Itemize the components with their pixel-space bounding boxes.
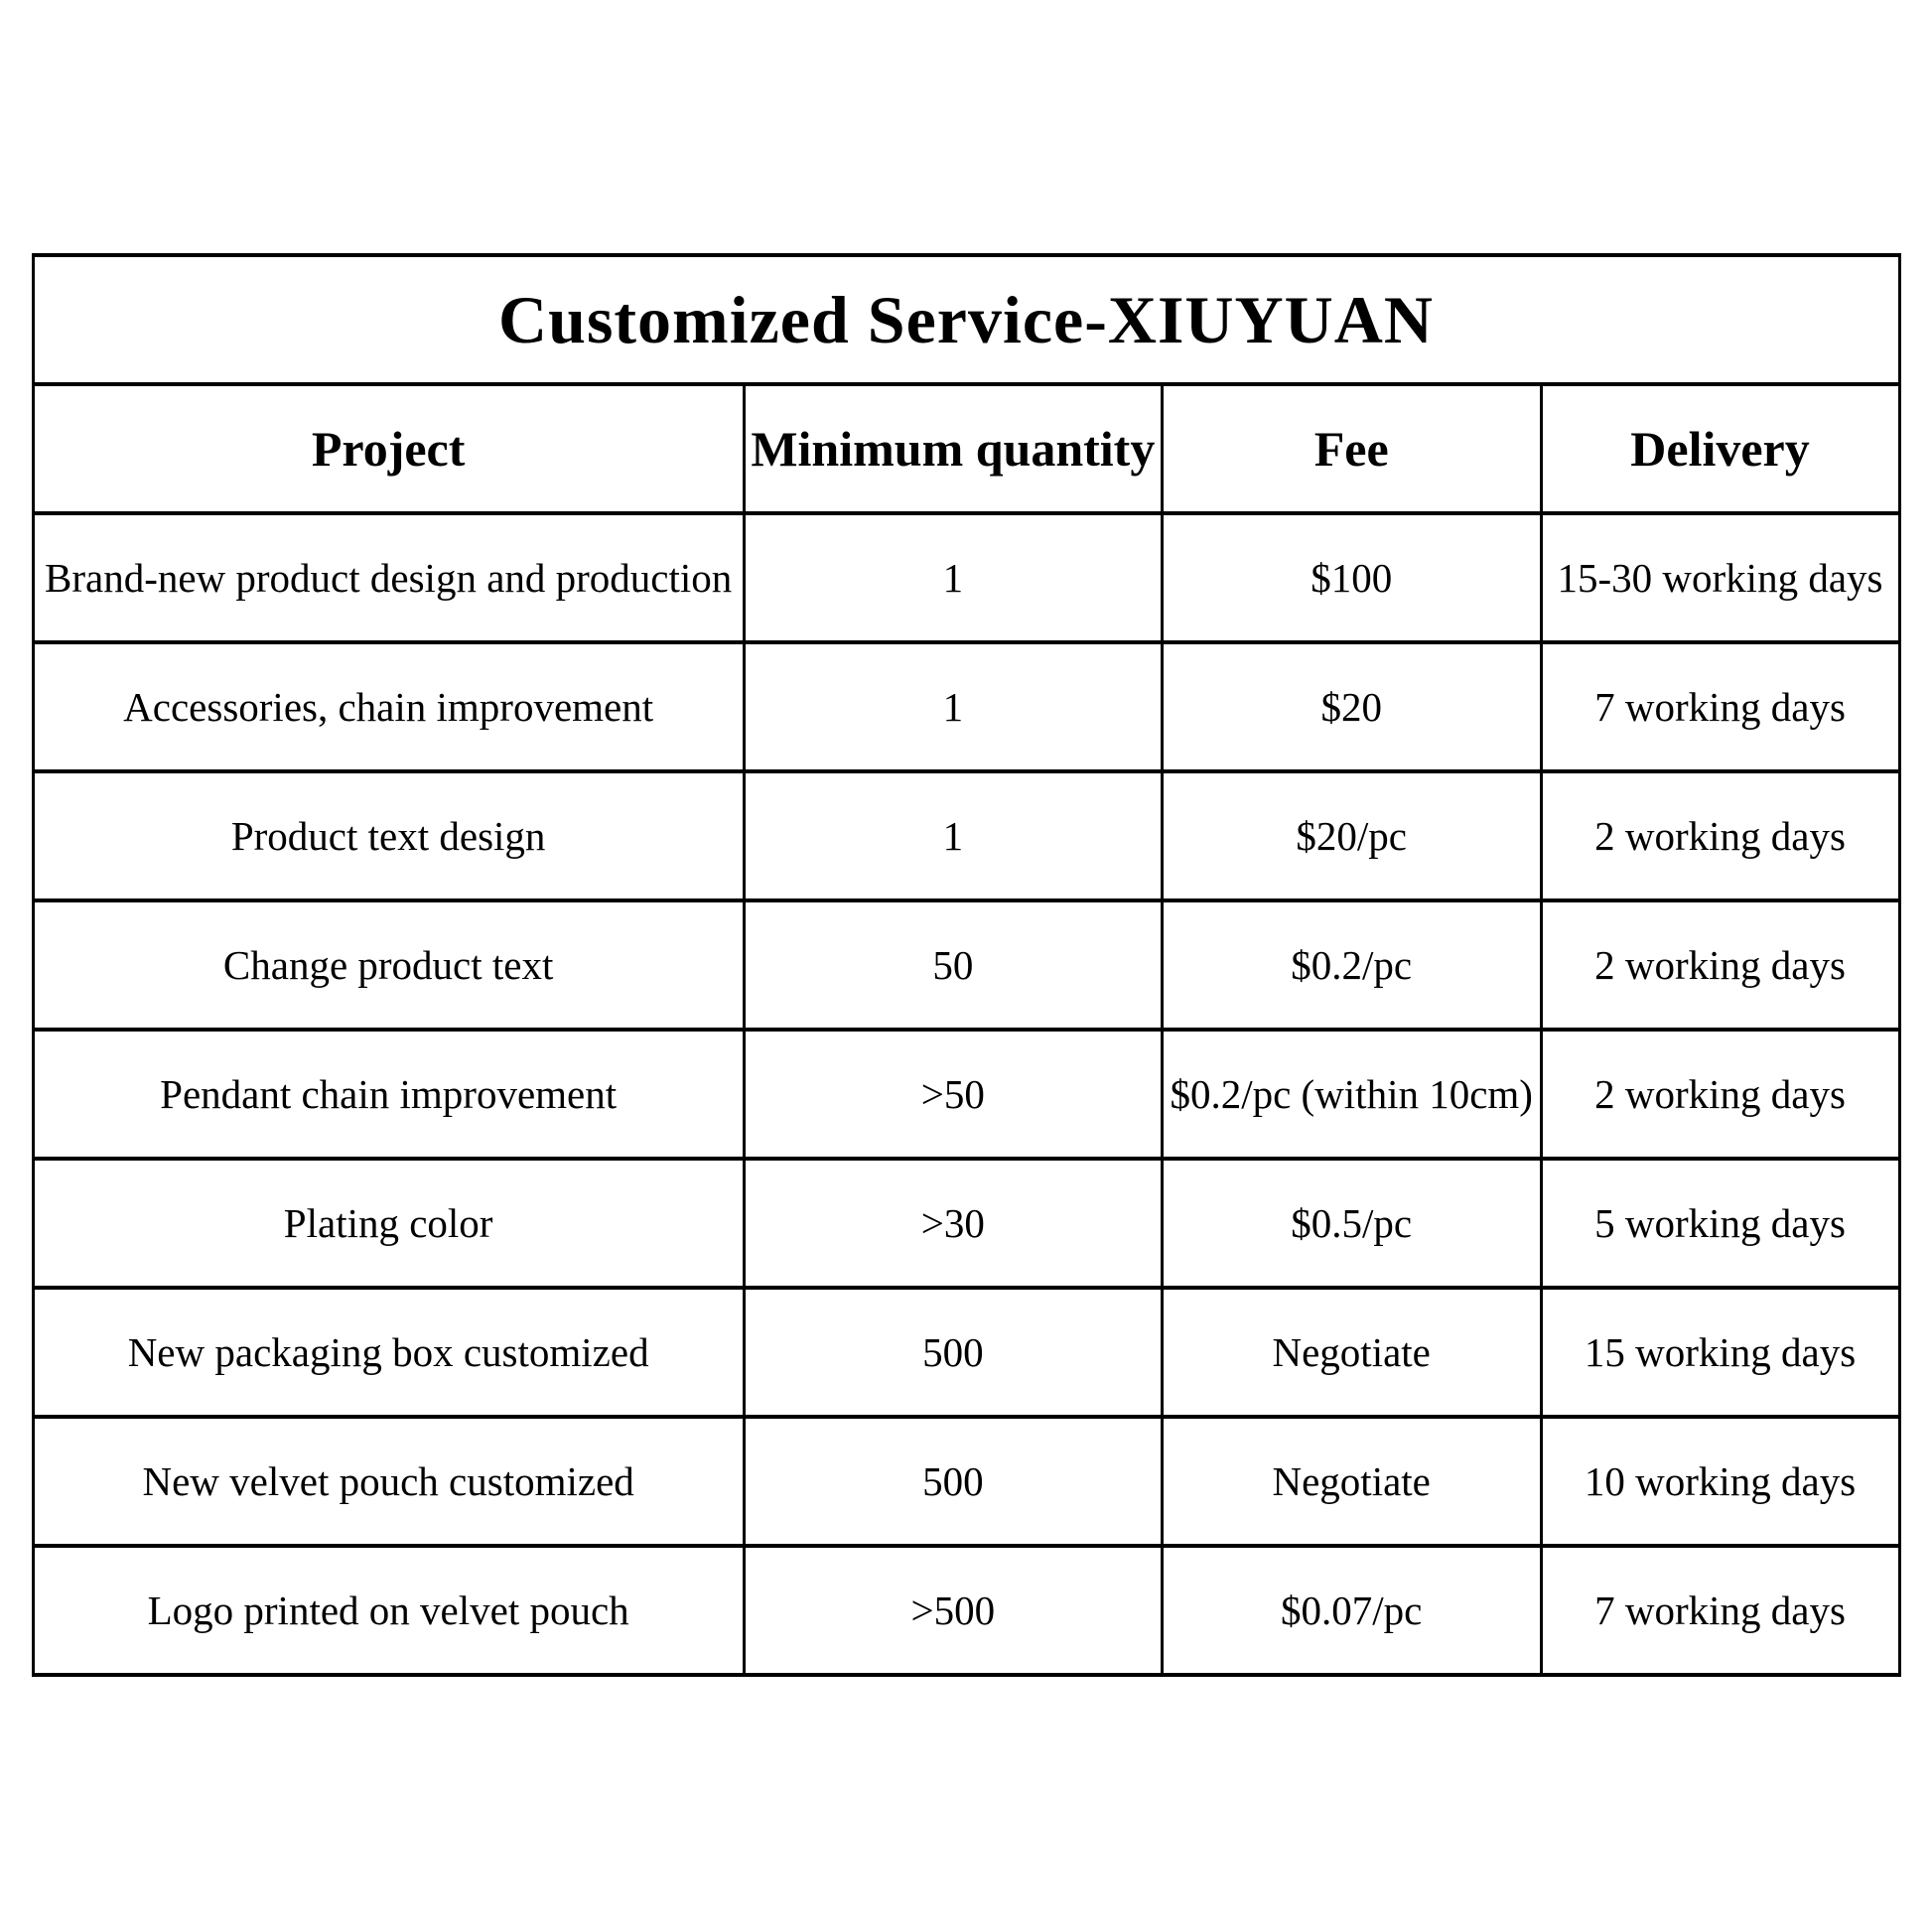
cell-fee: $0.5/pc (1162, 1159, 1541, 1288)
cell-fee: $100 (1162, 513, 1541, 642)
cell-project: Pendant chain improvement (33, 1030, 744, 1159)
cell-delivery: 15-30 working days (1541, 513, 1899, 642)
cell-minimum-quantity: >500 (744, 1546, 1162, 1675)
column-header-fee: Fee (1162, 384, 1541, 513)
cell-minimum-quantity: 50 (744, 900, 1162, 1030)
cell-fee: $20 (1162, 642, 1541, 771)
cell-delivery: 15 working days (1541, 1288, 1899, 1417)
cell-minimum-quantity: 1 (744, 513, 1162, 642)
table-row (33, 1030, 1899, 1159)
cell-minimum-quantity: 1 (744, 771, 1162, 900)
table-row (33, 900, 1899, 1030)
header-row (33, 384, 1899, 513)
cell-minimum-quantity: >30 (744, 1159, 1162, 1288)
column-header-project: Project (33, 384, 744, 513)
column-header-delivery: Delivery (1541, 384, 1899, 513)
cell-project: Product text design (33, 771, 744, 900)
cell-minimum-quantity: >50 (744, 1030, 1162, 1159)
cell-fee: $0.2/pc (within 10cm) (1162, 1030, 1541, 1159)
cell-delivery: 10 working days (1541, 1417, 1899, 1546)
cell-project: Plating color (33, 1159, 744, 1288)
table-row (33, 1417, 1899, 1546)
column-header-minimum-quantity: Minimum quantity (744, 384, 1162, 513)
table-row (33, 513, 1899, 642)
cell-delivery: 2 working days (1541, 1030, 1899, 1159)
cell-fee: Negotiate (1162, 1288, 1541, 1417)
table-row (33, 771, 1899, 900)
table-row (33, 1288, 1899, 1417)
cell-project: Change product text (33, 900, 744, 1030)
cell-project: New packaging box customized (33, 1288, 744, 1417)
cell-delivery: 7 working days (1541, 642, 1899, 771)
cell-fee: $0.2/pc (1162, 900, 1541, 1030)
cell-fee: Negotiate (1162, 1417, 1541, 1546)
cell-minimum-quantity: 500 (744, 1288, 1162, 1417)
title-row (33, 255, 1899, 384)
cell-project: New velvet pouch customized (33, 1417, 744, 1546)
cell-delivery: 7 working days (1541, 1546, 1899, 1675)
cell-fee: $0.07/pc (1162, 1546, 1541, 1675)
cell-project: Logo printed on velvet pouch (33, 1546, 744, 1675)
customized-service-table (32, 253, 1901, 1677)
cell-delivery: 2 working days (1541, 900, 1899, 1030)
cell-minimum-quantity: 500 (744, 1417, 1162, 1546)
cell-minimum-quantity: 1 (744, 642, 1162, 771)
table-row (33, 1159, 1899, 1288)
cell-project: Brand-new product design and production (33, 513, 744, 642)
cell-project: Accessories, chain improvement (33, 642, 744, 771)
cell-delivery: 2 working days (1541, 771, 1899, 900)
table-row (33, 642, 1899, 771)
table-title: Customized Service-XIUYUAN (33, 255, 1899, 384)
table-row (33, 1546, 1899, 1675)
cell-delivery: 5 working days (1541, 1159, 1899, 1288)
cell-fee: $20/pc (1162, 771, 1541, 900)
